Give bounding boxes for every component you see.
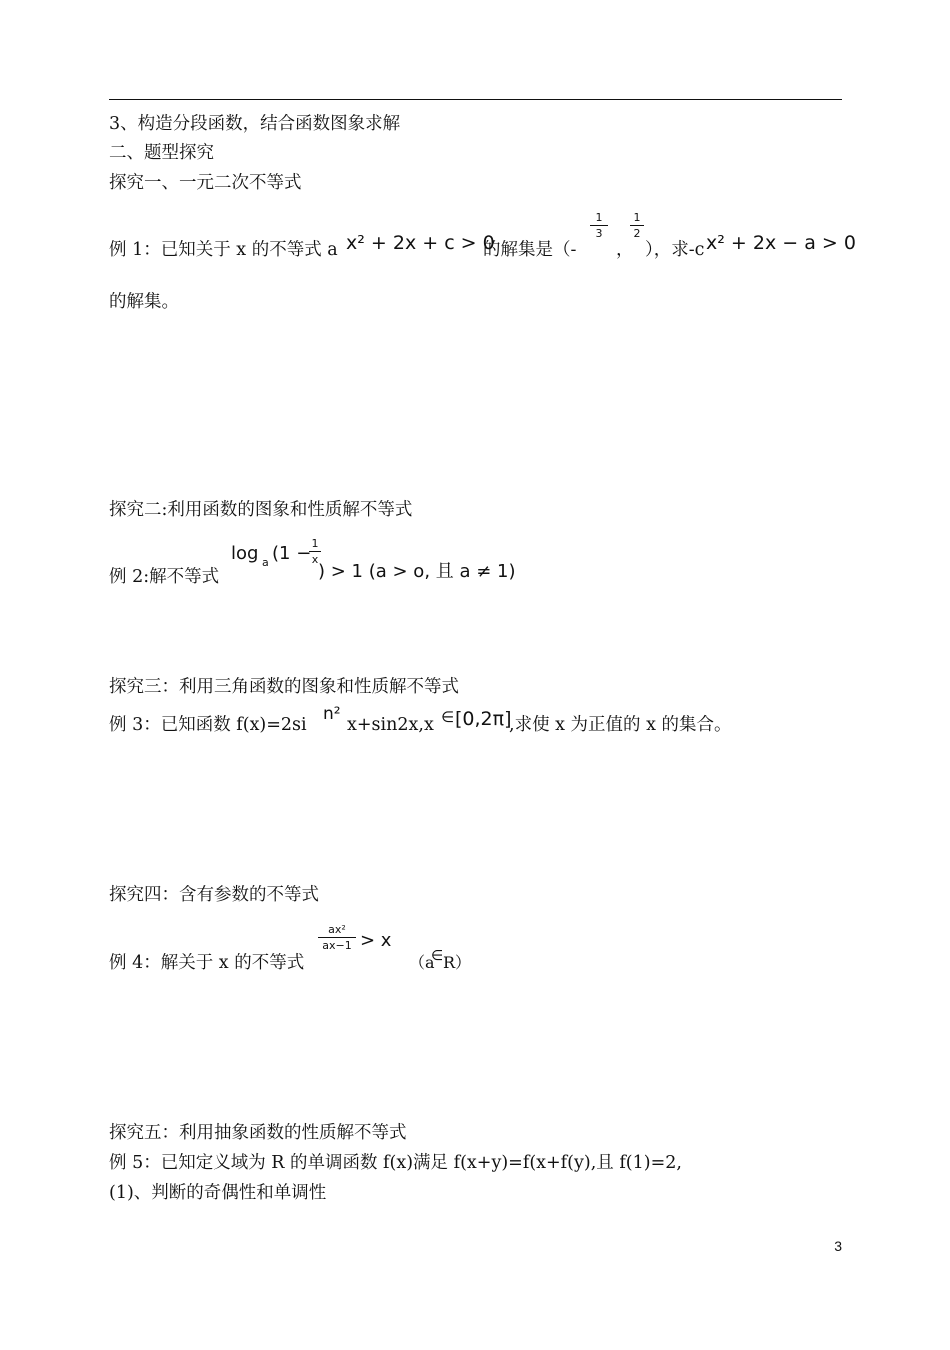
ex2-frac-denominator: x [311,553,319,566]
ex1-lead: 例 1：已知关于 x 的不等式 a [109,240,338,260]
ex1-find-label: ），求-c [645,240,705,260]
ex1-frac2-denominator: 2 [633,227,641,240]
ex2-log-base: a [262,556,269,569]
ex3-lead: 例 3：已知函数 f(x)=2si [109,715,307,735]
ex3-tail: ,求使 x 为正值的 x 的集合。 [509,715,732,735]
ex1-inequality-2: x² + 2x − a > 0 [706,232,856,254]
ex1-comma: ， [616,240,634,260]
ex4-frac-denominator: ax−1 [322,939,352,952]
ex3-interval: [0,2π] [455,708,512,730]
ex1-fraction-one-third [590,212,608,239]
ex3-element-of: ∈ [441,708,455,726]
ex4-fraction [318,924,356,951]
header-rule [109,99,842,100]
ex2-rest: ) > 1 (a > o, 且 a ≠ 1) [318,561,516,582]
ex3-superscript: n² [323,704,341,724]
explore-3-heading: 探究三：利用三角函数的图象和性质解不等式 [109,677,459,697]
ex1-solution-set-label: 的解集是（- [483,240,577,260]
ex4-cond-close: R） [443,953,472,972]
ex2-lead: 例 2:解不等式 [109,567,220,587]
explore-2-heading: 探究二:利用函数的图象和性质解不等式 [109,500,413,520]
section-heading-question-types: 二、题型探究 [109,143,214,163]
explore-5-heading: 探究五：利用抽象函数的性质解不等式 [109,1123,407,1143]
ex1-inequality-1: x² + 2x + c > 0 [346,232,495,254]
ex1-fraction-one-half [630,212,644,239]
ex4-element-of: ∈ [431,948,444,964]
method-3-line: 3、构造分段函数，结合函数图象求解 [109,114,401,134]
ex2-open-paren: (1 − [272,543,312,564]
ex1-tail: 的解集。 [109,292,179,312]
ex4-frac-numerator: ax² [328,923,346,936]
explore-1-heading: 探究一、一元二次不等式 [109,173,302,193]
page-number: 3 [834,1238,842,1254]
ex4-greater-than-x: > x [360,930,392,951]
explore-4-heading: 探究四：含有参数的不等式 [109,885,319,905]
ex1-frac1-numerator: 1 [595,211,603,224]
ex2-log: log [231,543,259,564]
example-5-part-1: (1)、判断的奇偶性和单调性 [109,1183,327,1203]
ex1-frac1-denominator: 3 [595,227,603,240]
ex4-cond-open: （a [409,953,435,972]
ex4-lead: 例 4：解关于 x 的不等式 [109,953,305,973]
example-5-text: 例 5：已知定义域为 R 的单调函数 f(x)满足 f(x+y)=f(x+f(y),且 f(1)=2, [109,1153,682,1173]
ex1-frac2-numerator: 1 [633,211,641,224]
ex3-mid: x+sin2x,x [347,715,434,735]
ex2-frac-numerator: 1 [311,537,319,550]
